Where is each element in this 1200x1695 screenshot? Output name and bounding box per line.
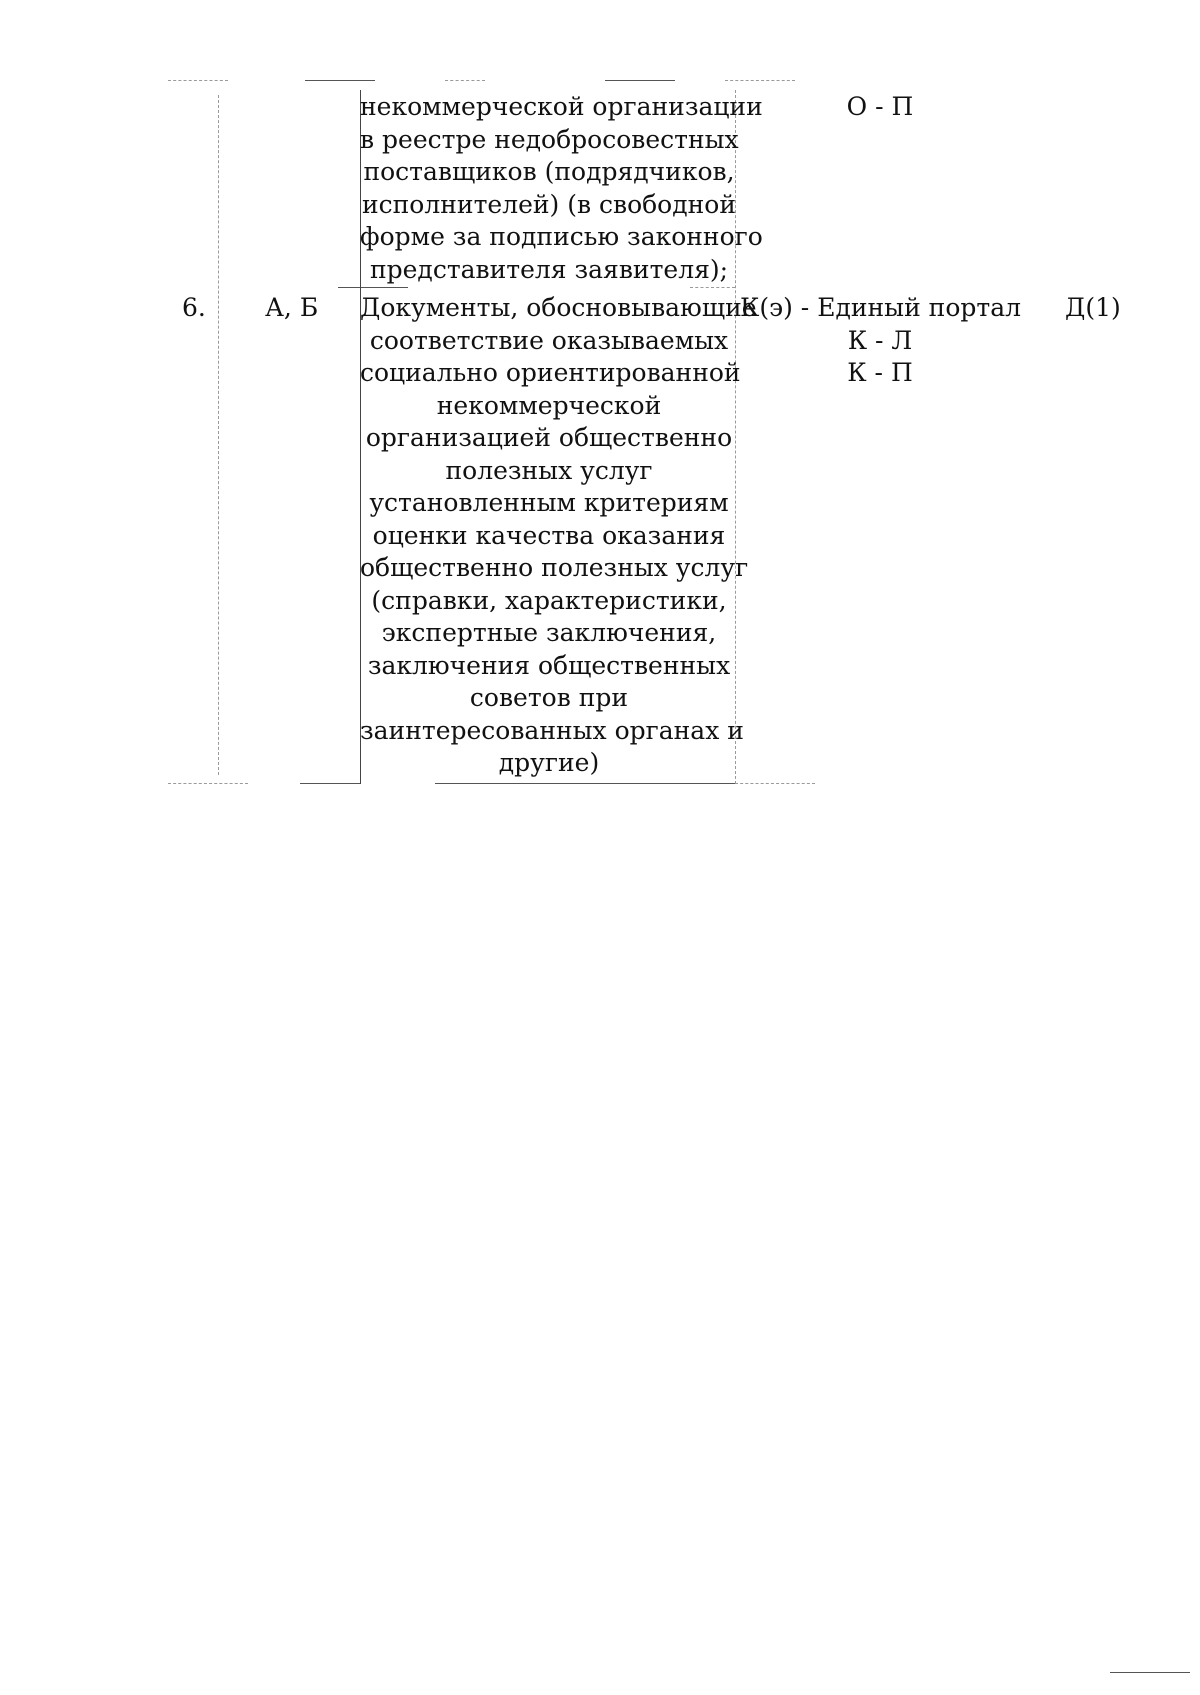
row-description bbox=[360, 292, 757, 780]
footer-mark bbox=[1110, 1672, 1190, 1673]
description-line: поставщиков (подрядчиков, bbox=[363, 157, 735, 186]
row-separator bbox=[338, 287, 408, 288]
description-line: другие) bbox=[498, 748, 600, 777]
bottom-border-left bbox=[168, 783, 248, 784]
description-line: некоммерческой организации bbox=[360, 92, 763, 121]
source-line: К(э) - Единый портал bbox=[740, 293, 1022, 322]
top-border-far bbox=[725, 80, 795, 81]
description-line: форме за подписью законного bbox=[360, 222, 763, 251]
description-line: исполнителей) (в свободной bbox=[361, 189, 737, 219]
description-line: оценки качества оказания bbox=[372, 520, 726, 550]
description-line: Документы, обосновывающие bbox=[360, 293, 757, 322]
description-line: советов при bbox=[469, 683, 629, 712]
row-sources bbox=[740, 292, 1020, 390]
source-line: К - П bbox=[847, 358, 913, 387]
source-line: О - П bbox=[846, 92, 914, 121]
description-line: полезных услуг bbox=[445, 455, 653, 485]
bottom-border-mid bbox=[300, 783, 360, 784]
description-line: соответствие оказываемых bbox=[369, 325, 729, 355]
col-divider-number bbox=[218, 95, 219, 775]
top-border-left bbox=[168, 80, 228, 81]
bottom-border-right bbox=[735, 783, 815, 784]
row-number: 6. bbox=[182, 293, 206, 322]
description-line: заинтересованных органах и bbox=[360, 715, 744, 745]
source-line: К - Л bbox=[847, 325, 913, 355]
bottom-border-mid2 bbox=[435, 783, 735, 784]
row-separator-right bbox=[690, 287, 735, 288]
top-border-right bbox=[605, 80, 675, 81]
description-line: представителя заявителя); bbox=[369, 254, 729, 284]
row-requirement: Д(1) bbox=[1065, 293, 1121, 322]
description-line: социально ориентированной bbox=[360, 358, 741, 387]
top-border-mid bbox=[305, 80, 375, 81]
description-line: организацией общественно bbox=[365, 423, 733, 452]
description-line: в реестре недобросовестных bbox=[360, 124, 739, 154]
description-line: заключения общественных bbox=[367, 650, 731, 680]
description-line: некоммерческой bbox=[436, 390, 662, 420]
description-line: (справки, характеристики, bbox=[371, 585, 727, 615]
continued-description bbox=[360, 91, 763, 286]
continued-sources bbox=[740, 91, 1020, 124]
description-line: установленным критериям bbox=[369, 488, 729, 517]
description-line: общественно полезных услуг bbox=[360, 553, 749, 582]
row-categories: А, Б bbox=[265, 293, 319, 322]
description-line: экспертные заключения, bbox=[381, 618, 717, 647]
top-border-mid2 bbox=[445, 80, 485, 81]
